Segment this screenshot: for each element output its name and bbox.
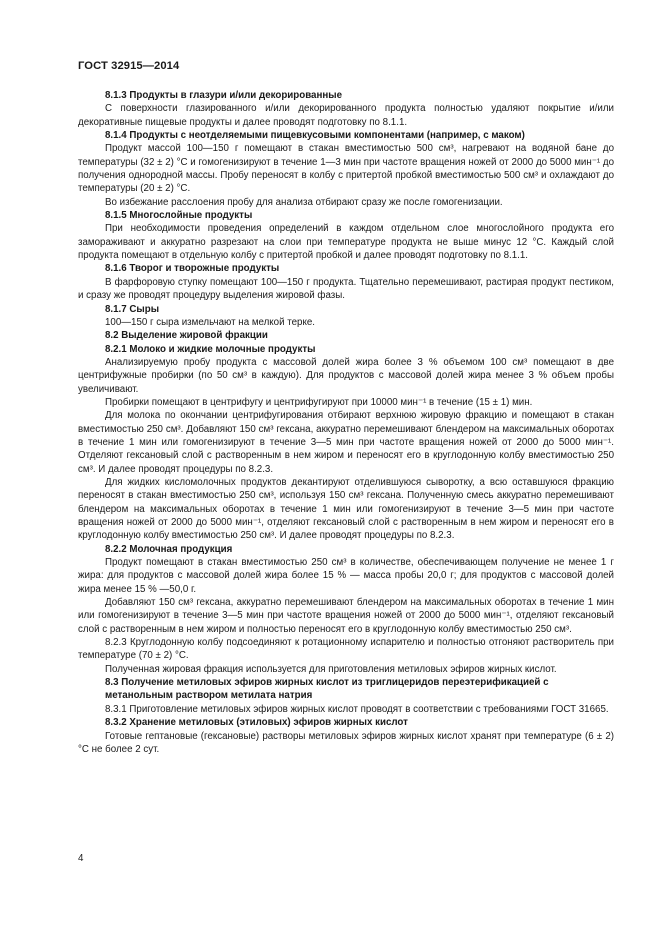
section-heading: 8.1.3 Продукты в глазури и/или декорированные (105, 90, 343, 101)
document-header: ГОСТ 32915—2014 (78, 60, 180, 72)
paragraph: Добавляют 150 см³ гексана, аккуратно перемешивают блендером на максимальных оборотах в течение 1 мин или гомогенизируют в течение 3—5 мин при частоте вращения ножей от 2000 до 5000 мин⁻¹, отделяют гексановый слой с растворенным в нем жиром и полностью переносят его в круглодонную колбу вместимостью 250 см³. (78, 597, 614, 635)
page-number: 4 (78, 853, 84, 864)
paragraph: Для жидких кисломолочных продуктов декантируют отделившуюся сыворотку, а всю оставшуюся фракцию переносят в стакан вместимостью 250 см³, используя 150 см³ гексана. Полученную смесь аккуратно перемешивают блендером на максимальных оборотах в течение 1 мин или гомогенизируют в течение 3—5 мин при частоте вращения ножей от 2000 до 5000 мин⁻¹, отделяют гексановый слой с растворенным в нем жиром и переносят его в круглодонную колбу вместимостью 250 см³. И далее проводят процедуры по 8.2.3. (78, 476, 614, 542)
paragraph: В фарфоровую ступку помещают 100—150 г продукта. Тщательно перемешивают, растирая продукт пестиком, и сразу же проводят процедуру выделения жировой фазы. (78, 276, 614, 302)
paragraph: 8.2.3 Круглодонную колбу подсоединяют к ротационному испарителю и полностью отгоняют растворитель при температуре (70 ± 2) °C. (78, 637, 614, 662)
paragraph: Продукт массой 100—150 г помещают в стакан вместимостью 500 см³, нагревают на водяной бане до температуры (32 ± 2) °C и гомогенизируют в течение 1—3 мин при частоте вращения ножей от 2000 до 5000 мин⁻¹ до получения однородной массы. Пробу переносят в колбу с притертой пробкой вместимостью 500 см³ и охлаждают до температуры (20 ± 2) °C. (78, 143, 614, 195)
section-heading: 8.1.6 Творог и творожные продукты (105, 263, 280, 275)
paragraph: При необходимости проведения определений в каждом отдельном слое многослойного продукта его замораживают и аккуратно разрезают на слои при температуре продукта не выше минус 12 °C. Каждый слой продукта помещают в отдельную колбу с притертой пробкой и далее проводят подготовку по 8.1.1. (78, 223, 614, 262)
paragraph: Готовые гептановые (гексановые) растворы метиловых эфиров жирных кислот хранят при температуре (6 ± 2) °C не более 2 сут. (78, 730, 614, 755)
section-heading: 8.1.4 Продукты с неотделяемыми пищевкусовыми компонентами (например, с маком) (105, 130, 525, 142)
section-heading: 8.1.7 Сыры (105, 303, 160, 315)
paragraph: Для молока по окончании центрифугирования отбирают верхнюю жировую фракцию и помещают в стакан вместимостью 250 см³. Добавляют 150 см³ гексана, аккуратно перемешивают блендером на максимальных оборотах в течение 1 мин или гомогенизируют в течение 3—5 мин при частоте вращения ножей от 2000 до 5000 мин⁻¹. Отделяют гексановый слой с растворенным в нем жиром и переносят его в круглодонную колбу вместимостью 250 см³. И далее проводят процедуры по 8.2.3. (78, 410, 614, 475)
paragraph: Анализируемую пробу продукта с массовой долей жира более 3 % объемом 100 см³ помещают в две центрифужные пробирки (по 50 см³ в каждую). Для продуктов с массовой долей жира менее 3 % объем пробы увеличивают. (78, 356, 614, 395)
paragraph: Пробирки помещают в центрифугу и центрифугируют при 10000 мин⁻¹ в течение (15 ± 1) мин. (105, 396, 533, 408)
section-heading: 8.2 Выделение жировой фракции (105, 330, 268, 342)
section-heading: 8.2.1 Молоко и жидкие молочные продукты (105, 343, 316, 355)
document-body (78, 89, 614, 756)
section-heading: 8.1.5 Многослойные продукты (105, 210, 253, 222)
paragraph: 8.3.1 Приготовление метиловых эфиров жирных кислот проводят в соответствии с требованиями ГОСТ 31665. (105, 703, 609, 715)
section-heading: 8.3.2 Хранение метиловых (этиловых) эфиров жирных кислот (105, 717, 408, 729)
document-page (78, 60, 614, 756)
paragraph: 100—150 г сыра измельчают на мелкой терке. (105, 316, 315, 328)
paragraph: Во избежание расслоения пробу для анализа отбирают сразу же после гомогенизации. (105, 196, 503, 208)
paragraph: С поверхности глазированного и/или декорированного продукта полностью удаляют покрытие и/или декоративные пищевые продукты и далее проводят подготовку по 8.1.1. (78, 103, 614, 128)
paragraph: Продукт помещают в стакан вместимостью 250 см³ в количестве, обеспечивающем получение не менее 1 г жира: для продуктов с массовой долей жира более 15 % — масса пробы 20,0 г; для продуктов с массовой долей жира менее 15 % —50,0 г. (78, 557, 614, 595)
section-heading: 8.3 Получение метиловых эфиров жирных кислот из триглицеридов переэтерификацией с метанольным раствором метилата натрия (105, 677, 549, 702)
paragraph: Полученная жировая фракция используется для приготовления метиловых эфиров жирных кислот. (105, 663, 557, 675)
section-heading: 8.2.2 Молочная продукция (105, 543, 233, 555)
